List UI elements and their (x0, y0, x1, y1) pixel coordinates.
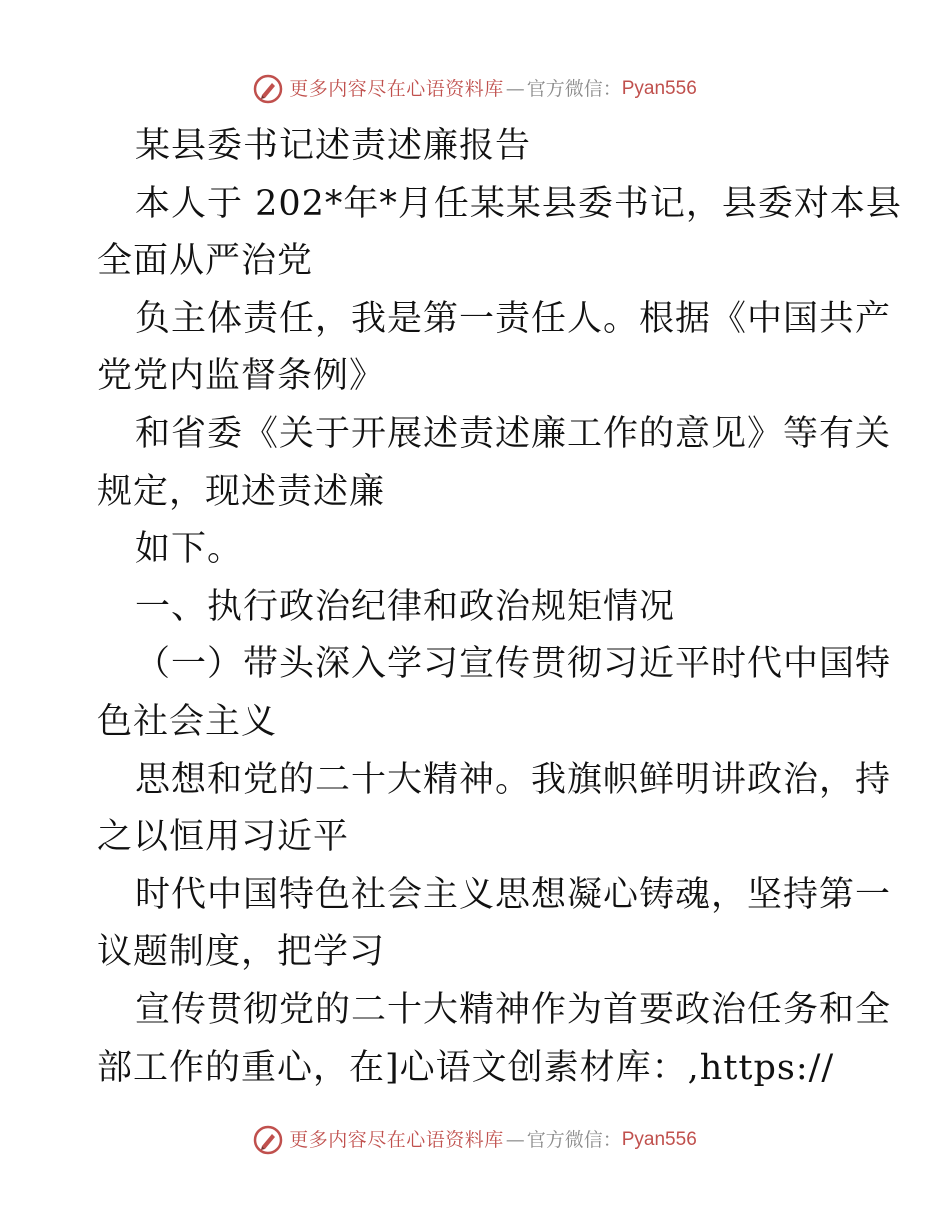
document-line: 议题制度，把学习 (97, 932, 386, 973)
document-line: 如下。 (135, 529, 244, 570)
document-line: （一）带头深入学习宣传贯彻习近平时代中国特 (135, 644, 892, 685)
document-line: 色社会主义 (97, 701, 278, 742)
document-line: 和省委《关于开展述责述廉工作的意见》等有关 (135, 413, 892, 454)
document-body (97, 118, 902, 1097)
document-line: 宣传贯彻党的二十大精神作为首要政治任务和全 (135, 989, 892, 1030)
watermark-label: 官方微信： (526, 78, 622, 100)
watermark-handle: Pyan556 (621, 78, 697, 99)
watermark-text: 更多内容尽在心语资料库 (289, 78, 504, 100)
document-line: 党党内监督条例》 (97, 356, 386, 397)
pen-logo-icon (253, 1125, 283, 1155)
watermark-text: 更多内容尽在心语资料库 (289, 1129, 504, 1151)
watermark-dash: — (505, 78, 525, 100)
document-line: 本人于 202*年*月任某某县委书记，县委对本县 (135, 183, 902, 224)
pen-logo-icon (253, 74, 283, 104)
document-line: 某县委书记述责述廉报告 (135, 126, 532, 166)
watermark-header (0, 72, 950, 106)
watermark-dash: — (505, 1129, 525, 1151)
document-line: 负主体责任，我是第一责任人。根据《中国共产 (135, 298, 892, 339)
document-line: 规定，现述责述廉 (97, 471, 386, 512)
watermark-label: 官方微信： (526, 1129, 622, 1151)
watermark-footer (0, 1123, 950, 1157)
document-line: 时代中国特色社会主义思想凝心铸魂，坚持第一 (135, 874, 892, 915)
document-line: 部工作的重心，在]心语文创素材库：,https:// (97, 1047, 835, 1088)
watermark-handle: Pyan556 (621, 1129, 697, 1150)
document-line: 思想和党的二十大精神。我旗帜鲜明讲政治，持 (135, 759, 892, 800)
document-line: 之以恒用习近平 (97, 817, 350, 858)
document-line: 全面从严治党 (97, 241, 314, 282)
document-line: 一、执行政治纪律和政治规矩情况 (135, 586, 676, 627)
